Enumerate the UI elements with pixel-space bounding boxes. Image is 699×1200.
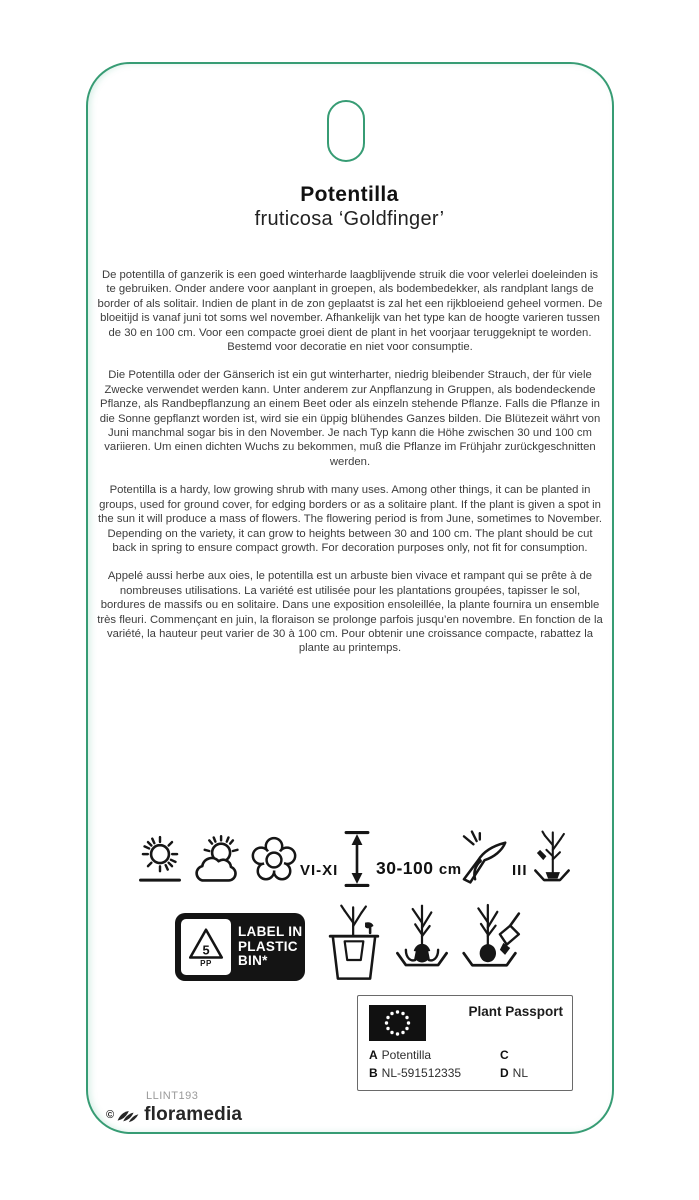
material-code: PP — [200, 958, 212, 968]
passport-c-label: C — [500, 1048, 509, 1062]
plant-passport-title: Plant Passport — [468, 1004, 563, 1019]
badge-line1: LABEL IN — [238, 924, 303, 940]
description-french: Appelé aussi herbe aux oies, le potentilla est un arbuste bien vivace et rampant qui se prête à de nombreuses utilisations. La variété est utilisée pour les plantations groupées, tapisser le sol, bordures de massifs ou en solitaire. Dans une exposition ensoleillée, la plante fournira un ensemble très fleuri. Commençant en juin, la floraison se prolonge parfois jusqu’en novembre. En fonction de la variété, la hauteur peut varier de 30 à 100 cm. Pour obtenir une croissance compacte, rabattez la plante au printemps. — [97, 570, 603, 655]
floramedia-leaves-icon — [116, 1106, 140, 1124]
plant-with-trowel-icon — [462, 898, 524, 991]
passport-b-value: NL-591512335 — [381, 1066, 462, 1080]
description-english: Potentilla is a hardy, low growing shrub with many uses. Among other things, it can be planted in groups, used for ground cover, for edging borders or as a solitaire plant. If the plant is given a spot in the sun it will produce a mass of flowers. The flowering period is from June, sometimes to November. Depending on the variety, it can grow to heights between 30 and 100 cm. The plant should be cut back in spring to ensure compact growth. For decoration purposes only, not fit for consumption. — [98, 484, 602, 554]
badge-line2: PLASTIC — [238, 938, 298, 954]
passport-a-label: A — [369, 1048, 378, 1062]
passport-d-label: D — [500, 1066, 509, 1080]
plant-genus-title: Potentilla — [300, 183, 399, 206]
eu-flag-icon — [369, 1005, 426, 1041]
description-block — [97, 268, 603, 670]
plant-in-hole-icon — [394, 900, 450, 991]
flower-icon — [249, 835, 299, 890]
description-german: Die Potentilla oder der Gänserich ist ein gut winterharter, niedrig bleibender Strauch, der für viele Zwecke verwendet werden kann. Unter anderem zur Anpflanzung in Gruppen, als bodendeckende Pflanze, als Randbepflanzung an einem Beet oder als einzeln stehende Pflanze. Falls die Pflanze in die Sonne gepflanzt worden ist, wird sie ein üppig blühendes Ganzes bilden. Die Blütezeit währt von Juni manchmal sogar bis in den November. Je nach Typ kann die Höhe zwischen 30 und 100 cm variieren. Um einen dichten Wuchs zu bekommen, muß die Pflanze im Frühjahr zurückgeschnitten werden. — [99, 369, 601, 468]
height-range-label — [376, 858, 462, 879]
passport-field-b — [369, 1066, 461, 1080]
flowering-period-label: VI-XI — [300, 862, 339, 879]
partial-shade-icon — [190, 833, 244, 892]
height-range-value: 30-100 — [376, 858, 434, 878]
hang-hole — [327, 100, 365, 162]
plant-passport-box — [357, 995, 573, 1091]
passport-field-d — [500, 1066, 528, 1080]
passport-b-label: B — [369, 1066, 378, 1080]
recycle-triangle-icon — [188, 927, 224, 961]
label-in-plastic-bin-badge — [175, 913, 305, 981]
plant-variety-subtitle: fruticosa ‘Goldfinger’ — [254, 208, 445, 230]
svg-text:5: 5 — [202, 942, 210, 957]
pruning-month-label: III — [512, 862, 528, 879]
height-unit: cm — [438, 861, 462, 878]
description-dutch: De potentilla of ganzerik is een goed winterharde laagblijvende struik die voor velerlei doeleinden is te gebruiken. Onder andere voor aanplant in groepen, als bodembedekker, als randplant langs de border of als solitair. Indien de plant in de zon geplaatst is zal het een rijkbloeiend geheel vormen. De bloeitijd is vanaf juni tot soms wel november. Afhankelijk van het type kan de hoogte varieren tussen de 30 en 100 cm. Voor een compacte groei dient de plant in het voorjaar teruggeknipt te worden. Bestemd voor decoratie en niet voor consumptie. — [97, 269, 603, 354]
passport-field-c — [500, 1048, 513, 1062]
label-print-code: LLINT193 — [146, 1090, 199, 1102]
full-sun-icon — [134, 831, 186, 892]
passport-field-a — [369, 1048, 431, 1062]
copyright-mark: © — [106, 1109, 115, 1121]
cut-back-plant-icon — [532, 826, 572, 893]
passport-d-value: NL — [512, 1066, 529, 1080]
badge-text — [238, 925, 302, 969]
brand-name: floramedia — [144, 1104, 243, 1125]
badge-line3: BIN* — [238, 953, 268, 969]
floramedia-logo — [106, 1104, 242, 1126]
passport-a-value: Potentilla — [381, 1048, 432, 1062]
recycling-code-panel — [181, 919, 231, 975]
pruning-shears-icon — [456, 828, 510, 891]
soak-plant-bucket-icon — [326, 900, 382, 991]
height-arrow-icon — [343, 828, 371, 895]
